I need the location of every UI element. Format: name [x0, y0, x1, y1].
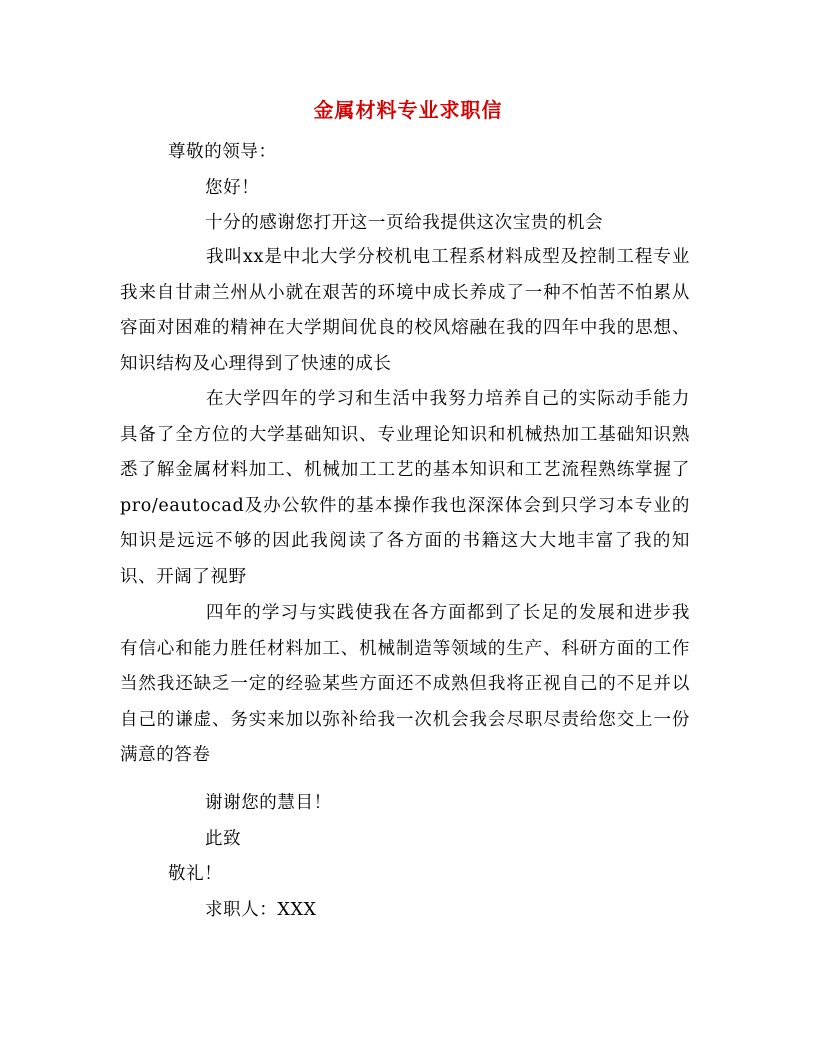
signature-line: 求职人：XXX	[205, 900, 317, 920]
paragraph-1: 我叫xx是中北大学分校机电工程系材料成型及控制工程专业我来自甘肃兰州从小就在艰苦的环境中成长养成了一种不怕苦不怕累从容面对困难的精神在大学期间优良的校风熔融在我的四年中我的思想、知识结构及心理得到了快速的成长	[120, 247, 690, 374]
paragraph-3: 四年的学习与实践使我在各方面都到了长足的发展和进步我有信心和能力胜任材料加工、机械制造等领域的生产、科研方面的工作当然我还缺乏一定的经验某些方面还不成熟但我将正视自己的不足并以自己的谦虚、务实来加以弥补给我一次机会我会尽职尽责给您交上一份满意的答卷	[120, 603, 690, 765]
closing-line: 此致	[205, 829, 242, 849]
greeting: 您好！	[205, 178, 260, 198]
regards-line: 敬礼！	[168, 864, 223, 884]
page-title: 金属材料专业求职信	[313, 98, 503, 122]
thanks-line: 谢谢您的慧目！	[205, 793, 332, 813]
salutation: 尊敬的领导：	[168, 142, 277, 162]
paragraph-2: 在大学四年的学习和生活中我努力培养自己的实际动手能力具备了全方位的大学基础知识、专业理论知识和机械热加工基础知识熟悉了解金属材料加工、机械加工工艺的基本知识和工艺流程熟练掌握了pro/eautocad及办公软件的基本操作我也深深体会到只学习本专业的知识是远远不够的因此我阅读了各方面的书籍这大大地丰富了我的知识、开阔了视野	[120, 389, 690, 587]
intro-line: 十分的感谢您打开这一页给我提供这次宝贵的机会	[205, 213, 604, 233]
